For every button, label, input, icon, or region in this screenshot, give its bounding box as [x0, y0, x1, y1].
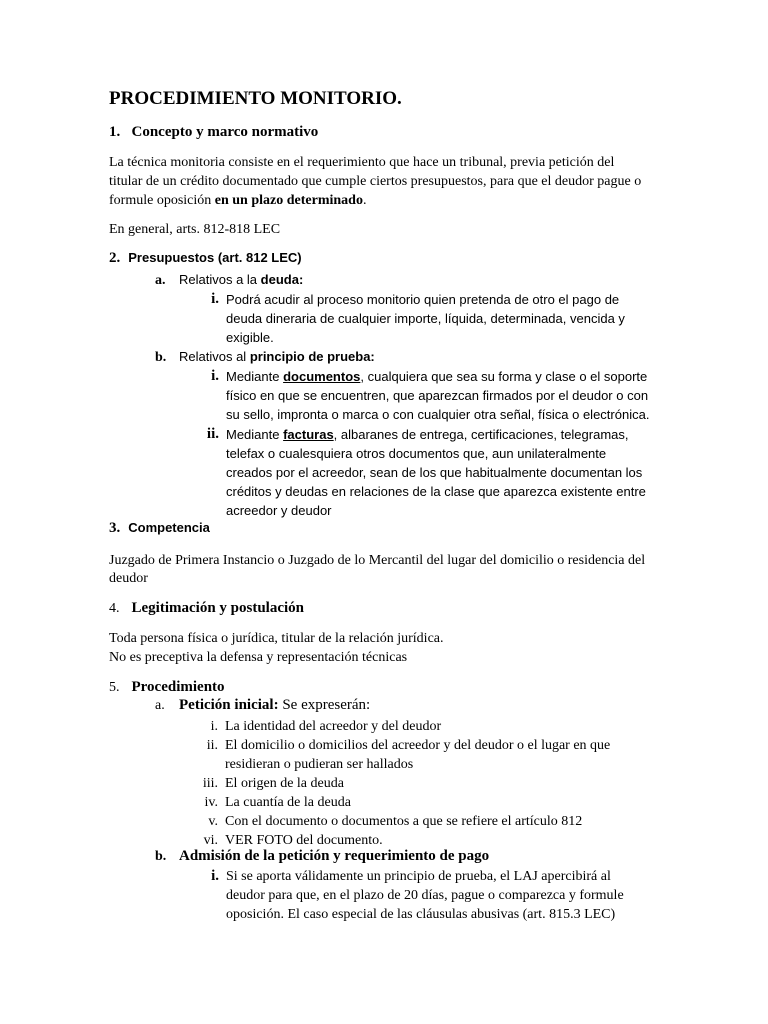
list-item: [180, 774, 610, 793]
list-item-i: [203, 290, 219, 308]
underlined-text: facturas: [283, 427, 334, 442]
paragraph-line: En general, arts. 812-818 LEC: [109, 222, 281, 237]
section-2-heading: [109, 249, 302, 267]
paragraph-line: Si se aporta válidamente un principio de prueba, el LAJ apercibirá al: [226, 869, 611, 884]
list-marker: a.: [155, 698, 165, 713]
list-marker: ii.: [206, 738, 218, 753]
list-item-text: La identidad del acreedor y del deudor: [225, 719, 442, 734]
list-marker: b.: [155, 849, 167, 864]
list-item: [180, 812, 610, 831]
list-item-i: [203, 867, 219, 885]
paragraph-line: No es preceptiva la defensa y representación técnicas: [109, 650, 408, 665]
list-item-text: residieran o pudieran ser hallados: [225, 757, 414, 772]
paragraph-line: [109, 191, 366, 210]
list-item-text: El domicilio o domicilios del acreedor y del deudor o el lugar en que: [225, 738, 611, 753]
paragraph-line: créditos y deudas en relaciones de la clase que aparezca existente entre: [226, 484, 646, 499]
list-item: [180, 755, 610, 774]
list-item: [180, 736, 610, 755]
bold-text: principio de prueba:: [249, 349, 375, 364]
bold-text: Admisión de la petición y requerimiento de pago: [179, 848, 490, 864]
list-marker: vi.: [203, 833, 218, 848]
list-marker: i.: [211, 291, 219, 307]
list-item-a: [155, 697, 370, 714]
underlined-text: documentos: [283, 369, 361, 384]
list-marker: iii.: [202, 776, 218, 791]
paragraph-line: telefax o cualesquiera otros documentos que, aun unilateralmente: [226, 446, 607, 461]
list-item: [180, 717, 610, 736]
paragraph-line: deudor para que, en el plazo de 20 días, pague o comparezca y formule: [226, 888, 624, 903]
list-item-a: [155, 270, 303, 289]
section-number: 3.: [109, 520, 121, 536]
list-marker: i.: [210, 719, 218, 734]
section-title: Concepto y marco normativo: [131, 124, 319, 140]
section-number: 5.: [109, 680, 120, 695]
text-run: .: [362, 193, 367, 208]
paragraph-line: Juzgado de Primera Instancio o Juzgado de lo Mercantil del lugar del domicilio o residencia del: [109, 553, 646, 568]
list-marker: a.: [155, 273, 166, 288]
list-item-b: [155, 347, 375, 366]
page-title: PROCEDIMIENTO MONITORIO.: [109, 88, 402, 109]
text-run: Se expreserán:: [278, 697, 371, 713]
paragraph-line: su sello, impronta o marca o con cualquier otra señal, física o electrónica.: [226, 407, 650, 422]
text-run: Mediante: [226, 369, 284, 384]
list-item-text: VER FOTO del documento.: [225, 833, 383, 848]
paragraph-line: físico en que se encuentren, que aparezcan firmados por el deudor o con: [226, 388, 649, 403]
section-number: 2.: [109, 250, 121, 266]
section-title: Legitimación y postulación: [131, 600, 305, 616]
text-run: Mediante: [226, 427, 284, 442]
list-marker: i.: [211, 368, 219, 384]
list-item-text: La cuantía de la deuda: [225, 795, 351, 810]
paragraph-line: deudor: [109, 571, 148, 586]
section-number: 4.: [109, 601, 120, 616]
list-item-text: El origen de la deuda: [225, 776, 344, 791]
paragraph-line: [226, 367, 647, 386]
section-title: Presupuestos (art. 812 LEC): [128, 250, 302, 265]
list-marker: i.: [211, 868, 219, 884]
text-run: , cualquiera que sea su forma y clase o el soporte: [360, 369, 648, 384]
paragraph-line: Podrá acudir al proceso monitorio quien pretenda de otro el pago de: [226, 292, 620, 307]
paragraph-line: deuda dineraria de cualquier importe, líquida, determinada, vencida y: [226, 311, 625, 326]
bold-text: deuda:: [260, 272, 304, 287]
list-item-ii: [198, 425, 219, 443]
paragraph-line: creados por el acreedor, sean de los que habitualmente documentan los: [226, 465, 643, 480]
text-run: , albaranes de entrega, certificaciones, telegramas,: [333, 427, 629, 442]
list-item-b: [155, 848, 489, 865]
list-marker: iv.: [204, 795, 218, 810]
list-item-i: [203, 367, 219, 385]
roman-list: [180, 717, 610, 850]
paragraph-line: acreedor y deudor: [226, 503, 332, 518]
list-marker: b.: [155, 350, 167, 365]
paragraph-line: La técnica monitoria consiste en el requerimiento que hace un tribunal, previa petición del: [109, 155, 615, 170]
text-run: formule oposición: [109, 193, 215, 208]
paragraph-line: [226, 425, 629, 444]
paragraph-line: Toda persona física o jurídica, titular de la relación jurídica.: [109, 631, 444, 646]
list-item: [180, 793, 610, 812]
section-number: 1.: [109, 124, 121, 140]
paragraph-line: titular de un crédito documentado que cumple ciertos presupuestos, para que el deudor pague o: [109, 174, 642, 189]
paragraph-line: exigible.: [226, 330, 274, 345]
section-1-heading: [109, 124, 318, 141]
list-item-text: Con el documento o documentos a que se refiere el artículo 812: [225, 814, 583, 829]
paragraph-line: oposición. El caso especial de las cláusulas abusivas (art. 815.3 LEC): [226, 907, 616, 922]
text-run: Relativos a la: [179, 272, 261, 287]
section-5-heading: [109, 678, 225, 696]
bold-text: Petición inicial:: [179, 697, 279, 713]
section-3-heading: [109, 519, 210, 537]
section-title: Competencia: [128, 520, 210, 535]
list-marker: v.: [208, 814, 218, 829]
bold-text: en un plazo determinado: [214, 193, 363, 208]
section-4-heading: [109, 599, 304, 617]
list-marker: ii.: [206, 426, 219, 442]
section-title: Procedimiento: [131, 679, 225, 695]
text-run: Relativos al: [179, 349, 250, 364]
